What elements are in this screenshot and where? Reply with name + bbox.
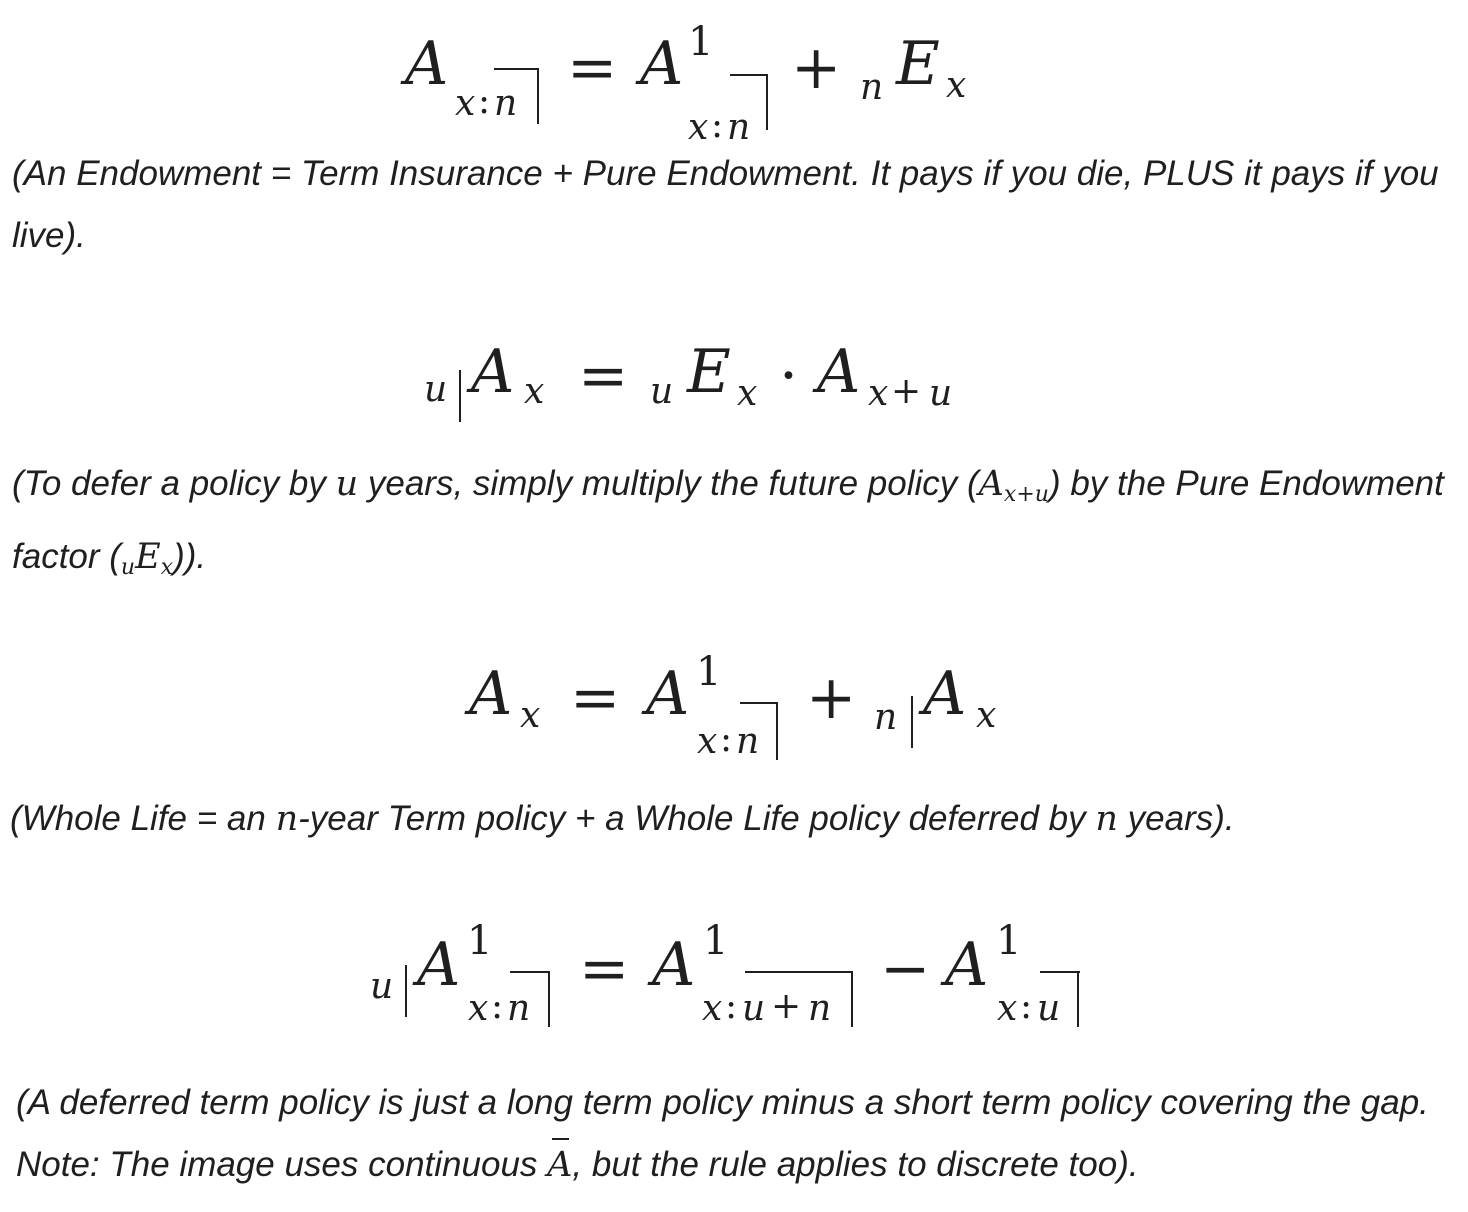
eq3-lhs-sub-x: x <box>520 695 541 736</box>
eq3-term-sub-x: x <box>697 721 718 762</box>
note2-text-c: ) by the Pure Endowment factor ( <box>12 464 1444 576</box>
note2-math-A-sub: x+u <box>1003 482 1049 507</box>
eq3-term-A: A <box>646 659 690 729</box>
note2-math-E-sub: x <box>160 555 174 580</box>
note2-text-a: (To defer a policy by <box>12 464 336 503</box>
eq1-pe-sub-x: x <box>946 65 967 106</box>
eq4-lhs-sub-n: n <box>507 988 531 1029</box>
eq1-term-angle-side <box>766 74 768 130</box>
eq4-long-A: A <box>652 930 696 1000</box>
note3-text-c: years). <box>1117 799 1235 838</box>
note-deferred-term <box>16 1072 1466 1196</box>
eq4-short-A: A <box>945 930 989 1000</box>
eq2-lhs-pre-u: u <box>424 369 448 410</box>
note-endowment: (An Endowment = Term Insurance + Pure Endowment. It pays if you die, PLUS it pays if you live). <box>12 154 1439 255</box>
note2-math-u: u <box>335 464 359 504</box>
eq3-term-sup: 1 <box>696 649 722 695</box>
eq4-long-angle-side <box>851 971 853 1027</box>
eq4-lhs-A: A <box>417 930 461 1000</box>
equation-deferred-term <box>0 905 1468 1045</box>
note3-math-n2: n <box>1095 799 1118 839</box>
eq3-def-pre-bar <box>911 696 913 748</box>
eq2-lhs-pre-bar <box>459 370 461 422</box>
eq4-long-angle-top <box>745 971 853 973</box>
equation-endowment <box>0 0 1468 148</box>
eq2-rhs-A: A <box>817 337 861 407</box>
eq1-term-angle-top <box>730 74 768 76</box>
eq4-long-sup: 1 <box>703 918 729 964</box>
eq4-long-sub-u: u <box>742 988 766 1029</box>
eq3-term-sub-n: n <box>736 721 760 762</box>
note-whole-life <box>10 788 1460 850</box>
eq1-plus: + <box>791 33 842 103</box>
eq3-term-sub-colon: : <box>720 719 733 760</box>
eq3-term-angle-side <box>776 702 778 760</box>
eq2-dot: · <box>779 341 799 411</box>
eq2-rhs-sub-x: x <box>868 373 889 414</box>
eq2-pe-pre-u: u <box>650 371 674 412</box>
eq1-lhs-sub-x: x <box>455 83 476 124</box>
eq1-term-sup: 1 <box>688 19 714 65</box>
eq4-short-sub-colon: : <box>1020 986 1033 1027</box>
eq1-term-sub-colon: : <box>711 105 724 146</box>
note2-math-uE-pre: u <box>120 555 136 580</box>
eq3-def-sub-x: x <box>976 695 997 736</box>
equation-deferred-whole-life <box>0 300 1468 440</box>
eq2-lhs-A: A <box>471 337 515 407</box>
eq1-equals: = <box>567 33 618 103</box>
eq4-lhs-pre-bar <box>405 965 407 1017</box>
eq3-def-pre-n: n <box>874 697 898 738</box>
eq1-term-A: A <box>640 29 684 99</box>
eq4-lhs-sub-x: x <box>468 988 489 1029</box>
note-deferred-whole-life <box>12 453 1462 599</box>
note2-text-b: years, simply multiply the future policy ( <box>358 464 979 503</box>
note4-text-b: , but the rule applies to discrete too). <box>572 1145 1139 1184</box>
eq4-lhs-sub-colon: : <box>491 986 504 1027</box>
note2-text-d: )). <box>173 537 207 576</box>
eq4-long-sub-x: x <box>702 988 723 1029</box>
eq1-lhs-sub-n: n <box>494 83 518 124</box>
eq1-pe-pre-n: n <box>860 67 884 108</box>
eq1-pe-E: E <box>896 29 940 99</box>
note2-math-A: A <box>978 464 1004 504</box>
eq2-rhs-sub-u: u <box>929 373 953 414</box>
eq3-term-angle-top <box>740 702 778 704</box>
eq3-def-A: A <box>923 659 967 729</box>
eq4-long-sub-colon: : <box>725 986 738 1027</box>
eq4-lhs-angle-top <box>510 971 550 973</box>
eq4-short-sup: 1 <box>996 918 1022 964</box>
note3-text-a: (Whole Life = an <box>10 799 276 838</box>
eq4-long-sub-n: n <box>808 988 832 1029</box>
eq4-equals: = <box>579 934 630 1004</box>
eq2-pe-E: E <box>687 337 731 407</box>
eq2-equals: = <box>578 341 629 411</box>
note4-text-a: (A deferred term policy is just a long term policy minus a short term policy covering the gap. Note: The image uses continuous <box>16 1083 1429 1184</box>
eq4-short-sub-u: u <box>1037 988 1061 1029</box>
eq3-equals: = <box>570 663 621 733</box>
eq1-term-sub-x: x <box>688 107 709 148</box>
equation-whole-life <box>0 630 1468 770</box>
eq4-short-sub-x: x <box>997 988 1018 1029</box>
note2-math-E: E <box>135 537 161 577</box>
eq1-lhs-A: A <box>405 29 449 99</box>
eq1-term-sub-n: n <box>727 107 751 148</box>
note3-math-n1: n <box>275 799 299 839</box>
eq1-lhs-angle-side <box>537 68 539 124</box>
eq1-lhs-sub-colon: : <box>478 81 491 122</box>
eq3-lhs-A: A <box>469 659 513 729</box>
eq4-minus: − <box>880 934 931 1004</box>
eq1-lhs-angle-top <box>494 68 539 70</box>
note4-math-Abar: A <box>547 1134 572 1196</box>
eq4-lhs-sup: 1 <box>467 918 493 964</box>
eq2-lhs-sub-x: x <box>524 371 545 412</box>
eq4-lhs-angle-side <box>548 971 550 1027</box>
eq4-lhs-pre-u: u <box>370 966 394 1007</box>
eq4-short-angle-top <box>1040 971 1080 973</box>
note3-text-b: -year Term policy + a Whole Life policy deferred by <box>298 799 1096 838</box>
eq2-pe-sub-x: x <box>737 373 758 414</box>
eq4-short-angle-side <box>1077 971 1079 1027</box>
eq2-rhs-sub-plus: + <box>891 371 922 412</box>
eq4-long-sub-plus: + <box>771 986 802 1027</box>
eq3-plus: + <box>806 663 857 733</box>
